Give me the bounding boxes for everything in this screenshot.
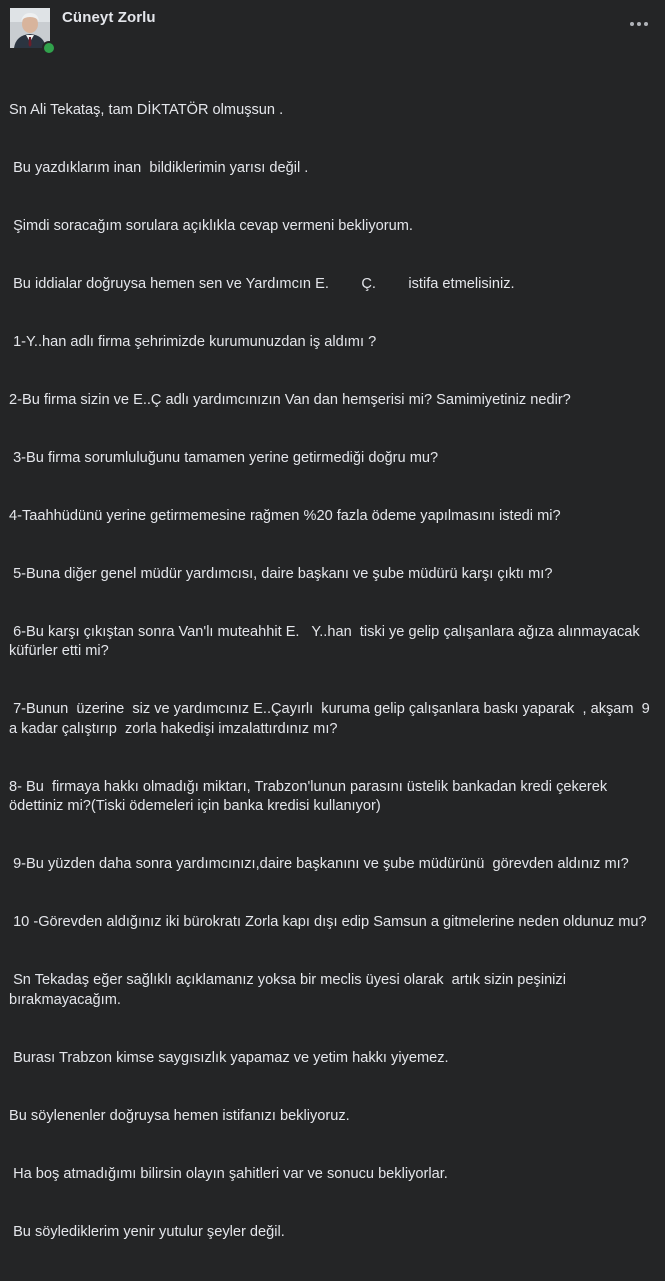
post-line: Şimdi soracağım sorulara açıklıkla cevap vermeni bekliyorum. [9,217,413,234]
more-options-icon[interactable] [627,14,651,34]
post-line: Burası Trabzon kimse saygısızlık yapamaz ve yetim hakkı yiyemez. [9,1049,449,1066]
post-line: 2-Bu firma sizin ve E..Ç adlı yardımcınızın Van dan hemşerisi mi? Samimiyetiniz nedir? [9,391,571,408]
post-line: 7-Bunun üzerine siz ve yardımcınız E..Çayırlı kuruma gelip çalışanlara baskı yaparak , akşam 9 a kadar çalıştırıp zorla hakedişi imzalattırdınız mı? [9,701,654,737]
post-line: 9-Bu yüzden daha sonra yardımcınızı,daire başkanını ve şube müdürünü görevden aldınız mı? [9,856,629,873]
menu-dot [630,22,634,26]
post-text [9,62,654,1281]
post-line: Bu yazdıklarım inan bildiklerimin yarısı değil . [9,159,309,176]
online-status-icon [42,41,56,55]
post-line: Bu söylenenler doğruysa hemen istifanızı bekliyoruz. [9,1107,350,1124]
author-name[interactable]: Cüneyt Zorlu [62,9,156,26]
post-line: 5-Buna diğer genel müdür yardımcısı, daire başkanı ve şube müdürü karşı çıktı mı? [9,565,553,582]
post-line: 4-Taahhüdünü yerine getirmemesine rağmen %20 fazla ödeme yapılmasını istedi mi? [9,507,561,524]
menu-dot [644,22,648,26]
post-line: 3-Bu firma sorumluluğunu tamamen yerine getirmediği doğru mu? [9,449,439,466]
post-line: Bu iddialar doğruysa hemen sen ve Yardımcın E. Ç. istifa etmelisiniz. [9,275,515,292]
post-header [10,8,156,48]
post-line: 1-Y..han adlı firma şehrimizde kurumunuzdan iş aldımı ? [9,333,377,350]
post-line: 8- Bu firmaya hakkı olmadığı miktarı, Trabzon'lunun parasını üstelik bankadan kredi çekerek ödettiniz mi?(Tiski ödemeleri için banka kredisi kullanıyor) [9,778,612,815]
post-line: Ha boş atmadığımı bilirsin olayın şahitleri var ve sonucu bekliyorlar. [9,1165,448,1182]
menu-dot [637,22,641,26]
post-line: 6-Bu karşı çıkıştan sonra Van'lı muteahhit E. Y..han tiski ye gelip çalışanlara ağıza alınmayacak küfürler etti mi? [9,623,644,660]
post-line: Bu söylediklerim yenir yutulur şeyler değil. [9,1223,285,1240]
post-line: 10 -Görevden aldığınız iki bürokratı Zorla kapı dışı edip Samsun a gitmelerine neden oldunuz mu? [9,914,647,931]
post-line: Sn Tekadaş eğer sağlıklı açıklamanız yoksa bir meclis üyesi olarak artık sizin peşinizi bırakmayacağım. [9,972,571,1008]
post-line: Sn Ali Tekataş, tam DİKTATÖR olmuşsun . [9,101,284,118]
